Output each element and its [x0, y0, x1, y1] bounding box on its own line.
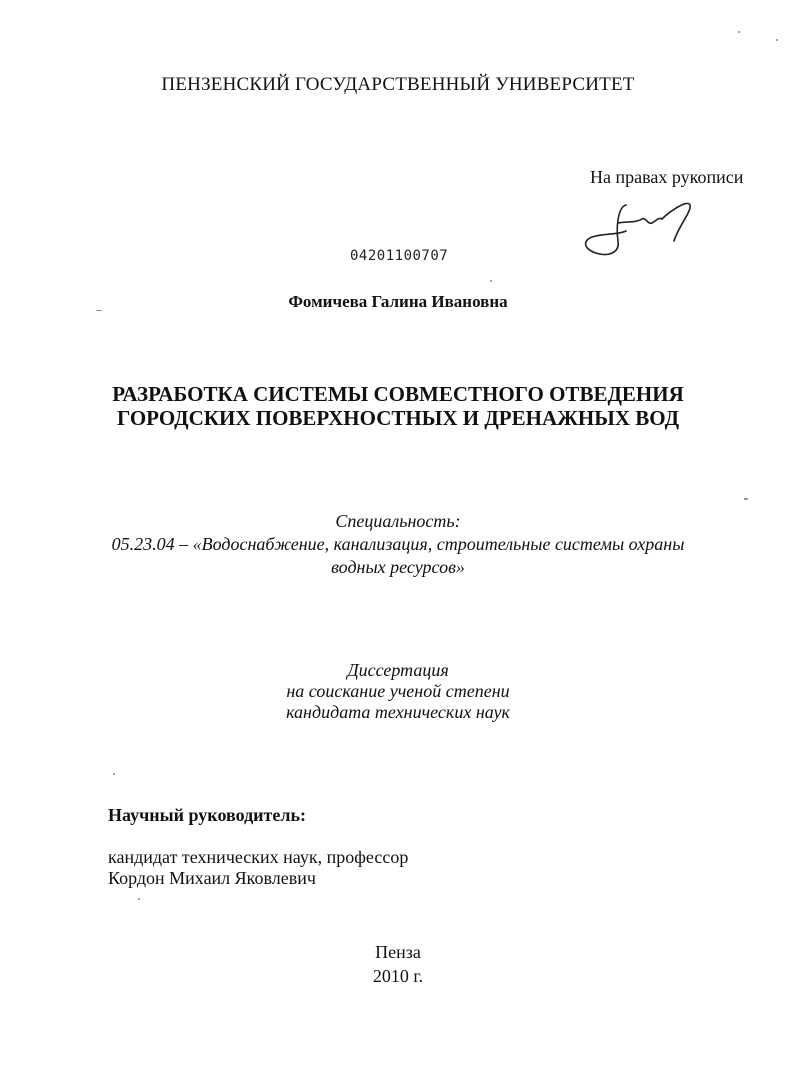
dissertation-line-3: кандидата технических наук	[286, 702, 510, 722]
specialty-line-1: 05.23.04 – «Водоснабжение, канализация, строительные системы охраны	[111, 534, 685, 554]
supervisor-name: Кордон Михаил Яковлевич	[108, 868, 316, 888]
year: 2010 г.	[372, 966, 424, 986]
dissertation-title	[0, 382, 796, 430]
dissertation-line-1: Диссертация	[347, 660, 449, 680]
city: Пенза	[375, 942, 421, 962]
scan-speck	[744, 498, 748, 500]
specialty-block	[0, 510, 796, 579]
author-name: Фомичева Галина Ивановна	[288, 292, 508, 311]
specialty-line-2: водных ресурсов»	[331, 557, 465, 577]
rights-note: На правах рукописи	[590, 167, 744, 187]
specialty-label: Специальность:	[335, 511, 461, 531]
university-name: ПЕНЗЕНСКИЙ ГОСУДАРСТВЕННЫЙ УНИВЕРСИТЕТ	[161, 74, 635, 95]
scan-speck	[776, 39, 778, 41]
title-line-2: ГОРОДСКИХ ПОВЕРХНОСТНЫХ И ДРЕНАЖНЫХ ВОД	[116, 406, 680, 430]
scan-speck	[138, 898, 140, 900]
supervisor-heading: Научный руководитель:	[108, 805, 306, 825]
title-line-1: РАЗРАБОТКА СИСТЕМЫ СОВМЕСТНОГО ОТВЕДЕНИЯ	[112, 382, 684, 406]
scan-speck	[738, 31, 740, 33]
scan-speck	[490, 280, 492, 282]
dissertation-block	[0, 660, 796, 723]
supervisor-block	[108, 847, 408, 889]
author-signature	[578, 197, 698, 259]
document-number: 04201100707	[350, 248, 449, 264]
dissertation-line-2: на соискание ученой степени	[286, 681, 510, 701]
scan-speck	[113, 773, 115, 775]
supervisor-degree: кандидат технических наук, профессор	[108, 847, 409, 867]
scan-speck	[96, 310, 102, 311]
place-and-year	[0, 940, 796, 988]
